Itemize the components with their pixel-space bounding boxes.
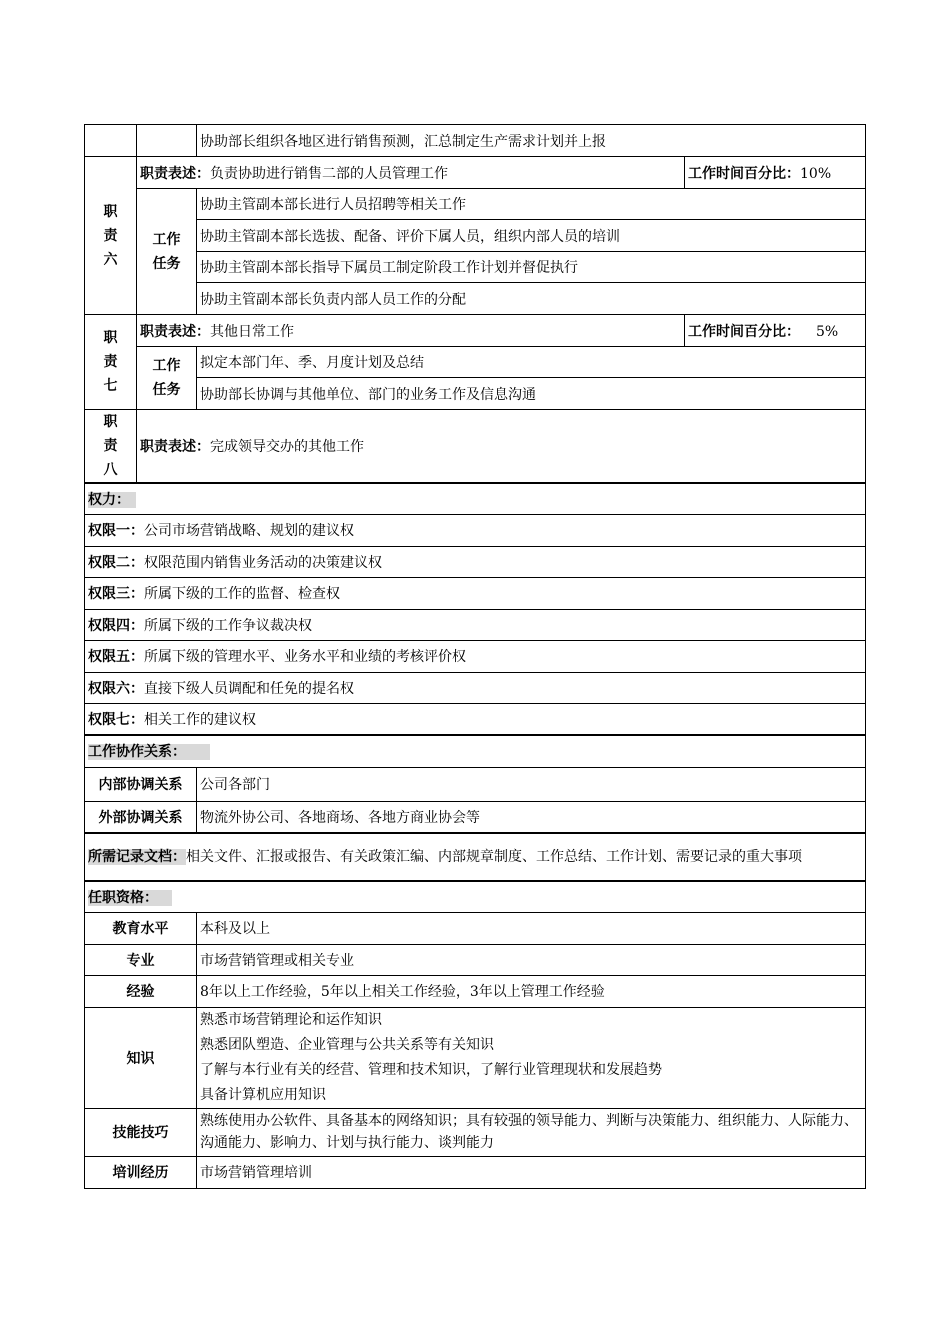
power-row bbox=[85, 546, 866, 577]
duty6-pct-value: 10% bbox=[800, 165, 832, 182]
duty8-desc-cell bbox=[137, 410, 866, 484]
records-label: 所需记录文档： bbox=[88, 849, 186, 865]
cooperation-header-row bbox=[85, 735, 866, 767]
duty6-task-row bbox=[85, 252, 866, 283]
experience-label: 经验 bbox=[85, 975, 197, 1007]
prev-duty-task-row bbox=[85, 125, 866, 157]
power-row bbox=[85, 577, 866, 609]
duty6-task-3: 协助主管副本部长指导下属员工制定阶段工作计划并督促执行 bbox=[197, 252, 866, 283]
task-text: 协助部长组织各地区进行销售预测，汇总制定生产需求计划并上报 bbox=[197, 125, 866, 157]
knowledge-item-1: 熟悉市场营销理论和运作知识 bbox=[200, 1011, 382, 1028]
duty7-task-row bbox=[85, 347, 866, 378]
duty7-task-1: 拟定本部门年、季、月度计划及总结 bbox=[197, 347, 866, 378]
power-row bbox=[85, 609, 866, 640]
duty7-task-label: 工作 任务 bbox=[137, 347, 197, 410]
duty7-label: 职 责 七 bbox=[85, 315, 137, 410]
major-row bbox=[85, 944, 866, 975]
duty6-label: 职 责 六 bbox=[85, 157, 137, 315]
cooperation-title: 工作协作关系： bbox=[88, 744, 210, 760]
duty7-desc-text: 其他日常工作 bbox=[210, 323, 294, 340]
duty6-desc-label: 职责表述： bbox=[140, 165, 210, 182]
duty6-task-row bbox=[85, 283, 866, 315]
power-title: 权力： bbox=[88, 492, 136, 508]
duty7-pct-label: 工作时间百分比： bbox=[688, 323, 800, 340]
training-label: 培训经历 bbox=[85, 1156, 197, 1188]
major-value: 市场营销管理或相关专业 bbox=[197, 944, 866, 975]
duty6-task-2: 协助主管副本部长选拔、配备、评价下属人员，组织内部人员的培训 bbox=[197, 220, 866, 252]
internal-relation-value: 公司各部门 bbox=[197, 767, 866, 801]
power-row bbox=[85, 514, 866, 546]
qualification-header bbox=[85, 881, 866, 912]
records-text: 相关文件、汇报或报告、有关政策汇编、内部规章制度、工作总结、工作计划、需要记录的重大事项 bbox=[186, 849, 802, 865]
duty8-desc-label: 职责表述： bbox=[140, 439, 210, 455]
duty-label-cell bbox=[85, 125, 137, 157]
duty6-desc-row bbox=[85, 157, 866, 189]
skills-label: 技能技巧 bbox=[85, 1108, 197, 1156]
external-relation-label: 外部协调关系 bbox=[85, 801, 197, 833]
power-item-6: 权限六：直接下级人员调配和任免的提名权 bbox=[85, 672, 866, 703]
records-row bbox=[85, 833, 866, 881]
duty7-pct-cell bbox=[685, 315, 866, 347]
knowledge-item-2: 熟悉团队塑造、企业管理与公共关系等有关知识 bbox=[200, 1036, 494, 1053]
qualification-title: 任职资格： bbox=[88, 890, 172, 906]
education-label: 教育水平 bbox=[85, 912, 197, 944]
knowledge-row bbox=[85, 1007, 866, 1108]
education-row bbox=[85, 912, 866, 944]
duty6-pct-cell bbox=[685, 157, 866, 189]
skills-row bbox=[85, 1108, 866, 1156]
duty7-desc-cell bbox=[137, 315, 685, 347]
cooperation-header bbox=[85, 735, 866, 767]
task-label-cell bbox=[137, 125, 197, 157]
power-row bbox=[85, 672, 866, 703]
power-item-5: 权限五：所属下级的管理水平、业务水平和业绩的考核评价权 bbox=[85, 640, 866, 672]
internal-relation-label: 内部协调关系 bbox=[85, 767, 197, 801]
power-item-1: 权限一：公司市场营销战略、规划的建议权 bbox=[85, 514, 866, 546]
training-value: 市场营销管理培训 bbox=[197, 1156, 866, 1188]
duty7-desc-row bbox=[85, 315, 866, 347]
power-header-row bbox=[85, 483, 866, 514]
experience-value: 8年以上工作经验，5年以上相关工作经验，3年以上管理工作经验 bbox=[197, 975, 866, 1007]
knowledge-cell bbox=[197, 1007, 866, 1108]
duty6-task-label: 工作 任务 bbox=[137, 189, 197, 315]
skills-value: 熟练使用办公软件、具备基本的网络知识；具有较强的领导能力、判断与决策能力、组织能力、人际能力、沟通能力、影响力、计划与执行能力、谈判能力 bbox=[197, 1108, 866, 1156]
knowledge-item-4: 具备计算机应用知识 bbox=[200, 1086, 326, 1103]
training-row bbox=[85, 1156, 866, 1188]
education-value: 本科及以上 bbox=[197, 912, 866, 944]
qualification-header-row bbox=[85, 881, 866, 912]
power-item-2: 权限二：权限范围内销售业务活动的决策建议权 bbox=[85, 546, 866, 577]
duty6-task-row bbox=[85, 220, 866, 252]
power-item-4: 权限四：所属下级的工作争议裁决权 bbox=[85, 609, 866, 640]
experience-row bbox=[85, 975, 866, 1007]
power-row bbox=[85, 640, 866, 672]
internal-relation-row bbox=[85, 767, 866, 801]
power-item-7: 权限七：相关工作的建议权 bbox=[85, 703, 866, 735]
power-row bbox=[85, 703, 866, 735]
duty6-task-4: 协助主管副本部长负责内部人员工作的分配 bbox=[197, 283, 866, 315]
external-relation-row bbox=[85, 801, 866, 833]
major-label: 专业 bbox=[85, 944, 197, 975]
records-cell bbox=[85, 833, 866, 881]
duty7-task-row bbox=[85, 378, 866, 410]
duty7-desc-label: 职责表述： bbox=[140, 323, 210, 340]
duty6-task-1: 协助主管副本部长进行人员招聘等相关工作 bbox=[197, 189, 866, 220]
duty6-task-row bbox=[85, 189, 866, 220]
power-header bbox=[85, 483, 866, 514]
duty7-pct-value: 5% bbox=[816, 323, 839, 340]
duty6-desc-cell bbox=[137, 157, 685, 189]
knowledge-label: 知识 bbox=[85, 1007, 197, 1108]
duty6-desc-text: 负责协助进行销售二部的人员管理工作 bbox=[210, 165, 448, 182]
duty6-pct-label: 工作时间百分比： bbox=[688, 165, 800, 182]
duty8-row bbox=[85, 410, 866, 484]
job-description-table bbox=[84, 124, 866, 1189]
knowledge-item-3: 了解与本行业有关的经营、管理和技术知识，了解行业管理现状和发展趋势 bbox=[200, 1061, 662, 1078]
duty8-label: 职 责 八 bbox=[85, 410, 137, 484]
duty8-desc-text: 完成领导交办的其他工作 bbox=[210, 439, 364, 455]
power-item-3: 权限三：所属下级的工作的监督、检查权 bbox=[85, 577, 866, 609]
external-relation-value: 物流外协公司、各地商场、各地方商业协会等 bbox=[197, 801, 866, 833]
duty7-task-2: 协助部长协调与其他单位、部门的业务工作及信息沟通 bbox=[197, 378, 866, 410]
